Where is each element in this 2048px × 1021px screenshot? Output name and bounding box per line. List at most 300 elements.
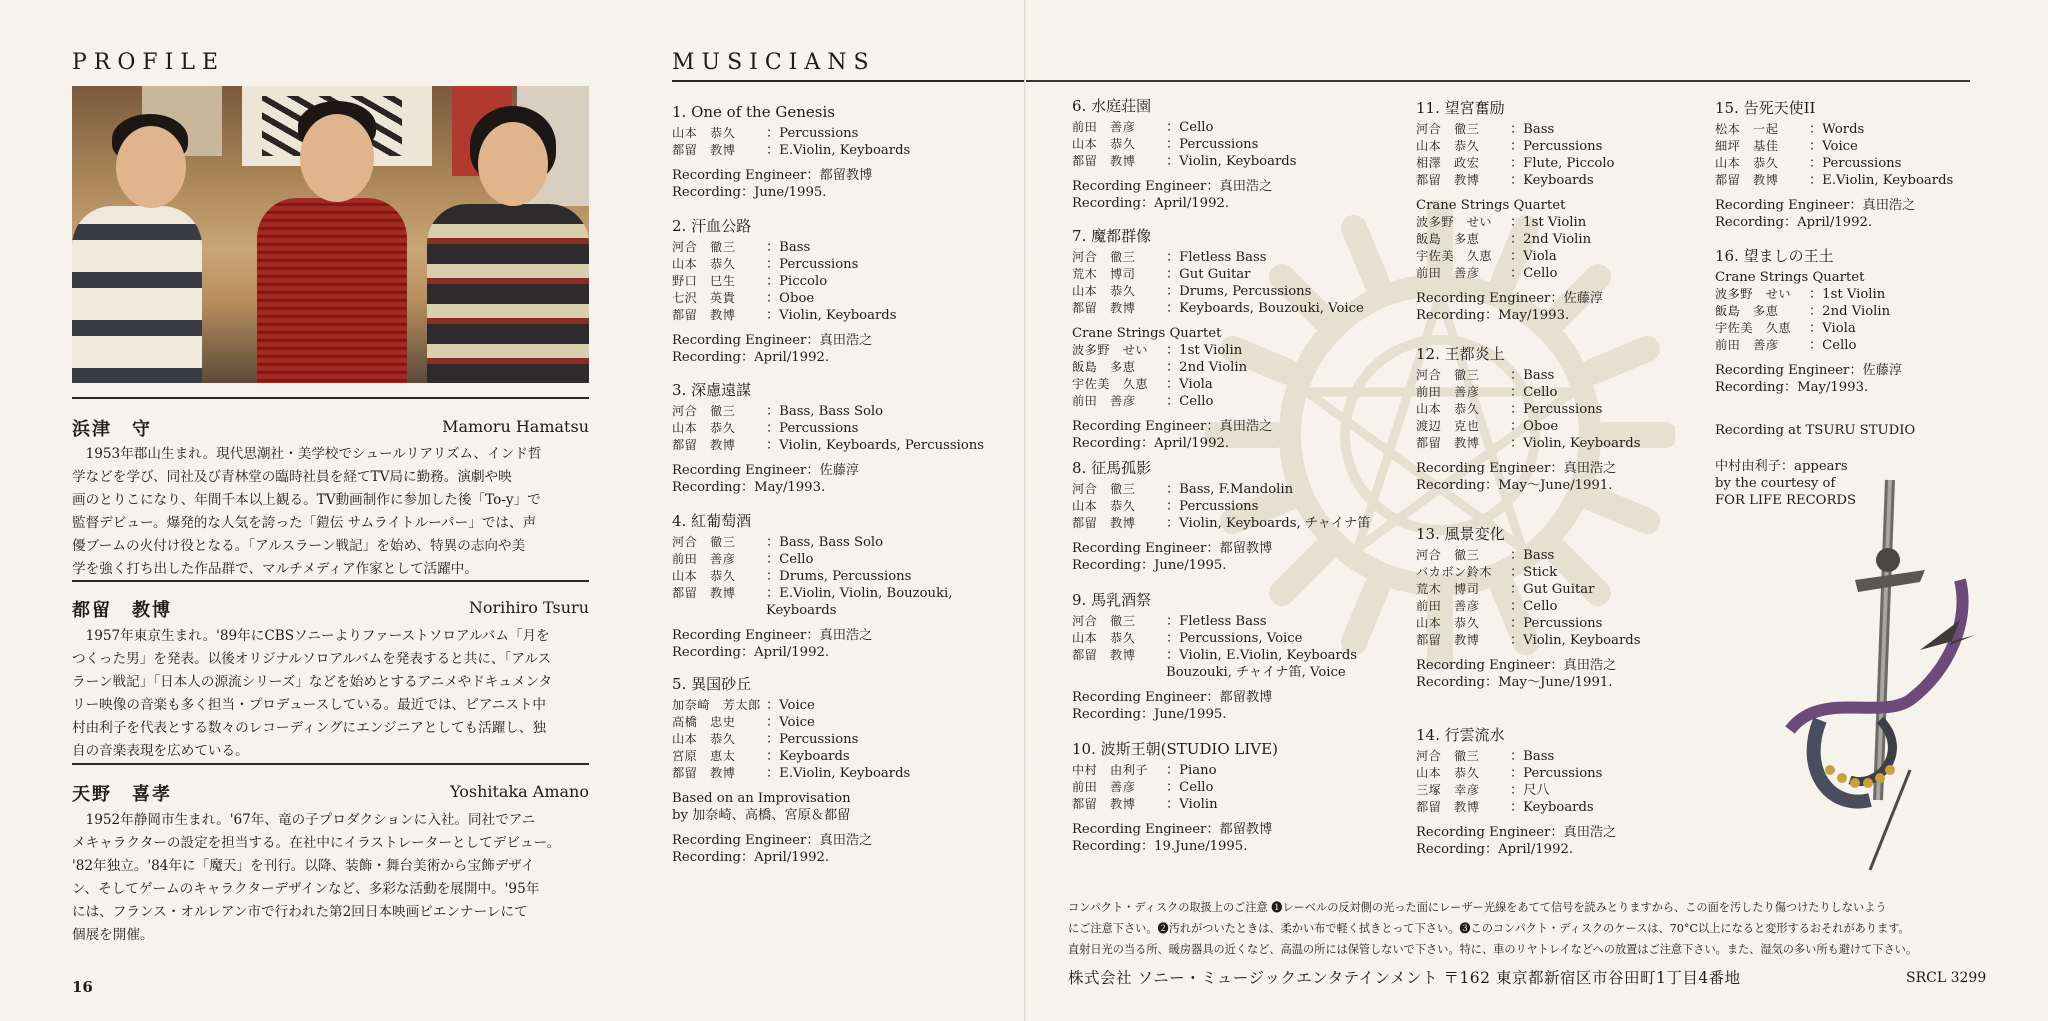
instrument: ：Percussions (1809, 156, 1902, 171)
member-row (1072, 359, 1364, 376)
member-row (672, 534, 952, 551)
member-row (1416, 782, 1616, 799)
musician-name: 山本 恭久 (1072, 499, 1136, 513)
member-row (672, 765, 910, 782)
member-row (1715, 172, 1953, 189)
member-row (1715, 320, 1902, 337)
spacer (1072, 170, 1296, 178)
member-row (1416, 248, 1615, 265)
member-row (1072, 613, 1357, 630)
member-row (1416, 615, 1640, 632)
instrument: ：Gut Guitar (1510, 582, 1595, 597)
musician-name: 七沢 英貴 (672, 291, 736, 305)
member-row (1416, 384, 1640, 401)
spacer (1715, 354, 1902, 362)
track-title: 10. 波斯王朝(STUDIO LIVE) (1072, 740, 1278, 758)
credit-note: Based on an Improvisation (672, 791, 851, 806)
instrument: ：Bass, F.Mandolin (1166, 482, 1294, 497)
member-row (672, 142, 910, 159)
member-row (1715, 121, 1953, 138)
member-row (1072, 283, 1364, 300)
instrument: ：Percussions (766, 732, 859, 747)
instrument: ：Violin (1166, 797, 1218, 812)
recording-note: Recording Engineer：真田浩之 (1072, 419, 1273, 434)
musician-name: 都留 教博 (1072, 797, 1136, 811)
musician-name: 波多野 せい (1072, 343, 1149, 357)
musician-name: 河合 徹三 (672, 535, 736, 549)
musician-name: 相澤 政宏 (1416, 156, 1480, 170)
musician-name: 都留 教博 (1416, 633, 1480, 647)
recording-note: Recording：April/1992. (1715, 215, 1873, 230)
recording-note: Recording Engineer：真田浩之 (672, 833, 873, 848)
member-row (1715, 286, 1902, 303)
musician-name: 高橋 忠史 (672, 715, 736, 729)
spacer (1072, 813, 1278, 821)
musician-name: 山本 恭久 (672, 421, 736, 435)
track-title: 7. 魔都群像 (1072, 227, 1152, 245)
member-row (1072, 376, 1364, 393)
credit-note: by 加奈崎、高橋、宮原＆都留 (672, 808, 851, 823)
track-credit (672, 382, 984, 496)
musicians-heading: MUSICIANS (672, 50, 876, 75)
spacer (1072, 681, 1357, 689)
page-number: 16 (72, 978, 93, 996)
musician-name: 河合 徹三 (1416, 749, 1480, 763)
musician-name: 山本 恭久 (1072, 631, 1136, 645)
member-row (672, 125, 910, 142)
spacer (1416, 452, 1640, 460)
studio-note: Recording at TSURU STUDIO (1715, 423, 1916, 438)
track-credit (1715, 248, 1902, 396)
recording-note: Recording Engineer：都留教博 (1072, 541, 1273, 556)
recording-note: Recording：May～June/1991. (1416, 675, 1613, 690)
instrument: ：Keyboards (766, 749, 850, 764)
member-row (1416, 632, 1640, 649)
courtesy-note: 中村由利子：appears by the courtesy of FOR LIFE RECORDS (1715, 459, 1857, 508)
musician-name: 河合 徹三 (1072, 250, 1136, 264)
instrument: ：Viola (1809, 321, 1856, 336)
recording-note: Recording：June/1995. (1072, 707, 1227, 722)
track-credit (672, 676, 910, 866)
instrument: ：Percussions (1510, 402, 1603, 417)
member-row (1072, 481, 1370, 498)
musician-name: 山本 恭久 (1715, 156, 1779, 170)
member-row (1416, 265, 1615, 282)
track-credit (1072, 460, 1370, 574)
instrument: ：Percussions (766, 421, 859, 436)
member-row (672, 568, 952, 585)
musician-name: 山本 恭久 (672, 732, 736, 746)
member-row (1715, 138, 1953, 155)
track-title: 3. 深慮遠謀 (672, 381, 752, 399)
musician-name: 荒木 博司 (1416, 582, 1480, 596)
profile-name-ja: 浜津 守 (72, 419, 152, 440)
recording-note: Recording Engineer：都留教博 (1072, 822, 1273, 837)
musician-name: 山本 恭久 (1416, 616, 1480, 630)
instrument: ：E.Violin, Violin, Bouzouki, (766, 586, 953, 601)
instrument: ：Bass, Bass Solo (766, 535, 884, 550)
track-credit (1072, 741, 1278, 855)
recording-note: Recording：April/1992. (1416, 842, 1574, 857)
musician-name: 山本 恭久 (1416, 139, 1480, 153)
member-row (1072, 119, 1296, 136)
track-credit (1072, 228, 1364, 452)
member-row (1416, 418, 1640, 435)
member-row (1072, 796, 1278, 813)
track-credit (1072, 98, 1296, 212)
instrument: ：E.Violin, Keyboards (1809, 173, 1954, 188)
profile-name-ja: 天野 喜孝 (72, 784, 172, 805)
musician-name: 前田 善彦 (1072, 120, 1136, 134)
member-row (672, 256, 896, 273)
member-row (1416, 598, 1640, 615)
member-row (1416, 547, 1640, 564)
member-row (672, 437, 984, 454)
musician-name: 都留 教博 (1072, 648, 1136, 662)
member-row (672, 420, 984, 437)
musician-name: 飯島 多恵 (1072, 360, 1136, 374)
musician-name: 前田 善彦 (1715, 338, 1779, 352)
track-credit (1715, 100, 1953, 231)
recording-note: Recording Engineer：真田浩之 (1416, 825, 1617, 840)
musician-name: 河合 徹三 (1416, 122, 1480, 136)
instrument: ：Bass (1510, 368, 1555, 383)
spacer (672, 454, 984, 462)
musician-name: 都留 教博 (1072, 301, 1136, 315)
recording-note: Recording Engineer：真田浩之 (1072, 179, 1273, 194)
track-credit (1416, 346, 1640, 494)
recording-note: Recording：May/1993. (1416, 308, 1570, 323)
instrument: ：尺八 (1510, 783, 1550, 798)
musician-name: 波多野 せい (1416, 215, 1493, 229)
instrument: ：Oboe (1510, 419, 1559, 434)
member-row (672, 748, 910, 765)
track-title: 11. 望宮奮励 (1416, 99, 1505, 117)
recording-note: Recording Engineer：真田浩之 (1416, 461, 1617, 476)
member-row (1715, 337, 1902, 354)
instrument: ：Words (1809, 122, 1865, 137)
track-title: 5. 異国砂丘 (672, 675, 752, 693)
track-credit (1416, 526, 1640, 691)
track-title: 4. 紅葡萄酒 (672, 512, 752, 530)
instrument: ：Drums, Percussions (1166, 284, 1312, 299)
musician-name: 前田 善彦 (672, 552, 736, 566)
musician-name: 飯島 多恵 (1715, 304, 1779, 318)
musician-name: 細坪 基佳 (1715, 139, 1779, 153)
track-title: 16. 望ましの王土 (1715, 247, 1834, 265)
instrument: ：Piano (1166, 763, 1217, 778)
instrument: ：Cello (766, 552, 814, 567)
member-row (672, 731, 910, 748)
musician-name: バカボン鈴木 (1416, 565, 1493, 579)
member-row (1072, 664, 1357, 681)
instrument: ：Percussions (1510, 766, 1603, 781)
spacer (1416, 649, 1640, 657)
musician-name: 山本 恭久 (672, 126, 736, 140)
musician-name: 前田 善彦 (1416, 266, 1480, 280)
profile-bio: 1952年静岡市生まれ。'67年、竜の子プロダクションに入社。同社でアニ メキャラクターの設定を担当する。在社中にイラストレーターとしてデビュー。 '82年独立。'84年に「魔天」を刊行。以降、装飾・舞台美術から宝飾デザイ ン、そしてゲームのキャラクターデザインなど、多彩な活動を展開中。'95年 には、フランス・オルレアン市で行われた第2回日本映画ビエンナーレにて 個展を開催。 (72, 812, 561, 943)
profile-bio: 1957年東京生まれ。'89年にCBSソニーよりファーストソロアルバム「月を つくった男」を発表。以後オリジナルソロアルバムを発表すると共に、「アルス ラーン戦記」「日本人の源流シリーズ」などを始めとするアニメやドキュメンタ リー映像の音楽も多く担当・プロデュースしている。最近では、ピアニスト中 村由利子を代表とする数々のレコーディングにエンジニアとしても活躍し、独 自の音楽表現を広めている。 (72, 628, 553, 759)
instrument: ：Bass (766, 240, 811, 255)
member-row (672, 290, 896, 307)
top-rule (1026, 80, 1970, 82)
musician-name (672, 602, 766, 619)
member-row (1416, 214, 1615, 231)
musician-name: 加奈崎 芳太郎 (672, 698, 761, 712)
instrument: ：Violin, Keyboards (766, 308, 897, 323)
track-credit (672, 104, 910, 201)
musician-name: 都留 教博 (672, 143, 736, 157)
track-title: 6. 水庭荘園 (1072, 97, 1152, 115)
musician-name: 河合 徹三 (1416, 368, 1480, 382)
member-row (1072, 266, 1364, 283)
recording-note: Recording：April/1992. (1072, 196, 1230, 211)
musician-name: 都留 教博 (1416, 800, 1480, 814)
member-row (1416, 172, 1615, 189)
member-row (672, 307, 896, 324)
instrument: ：Cello (1166, 120, 1214, 135)
musician-name: 都留 教博 (1416, 436, 1480, 450)
musician-name: 山本 恭久 (1416, 402, 1480, 416)
instrument: ：Oboe (766, 291, 815, 306)
profile-name-en: Norihiro Tsuru (468, 598, 589, 617)
instrument: ：Percussions (1510, 616, 1603, 631)
sword-serpent-illustration (1760, 470, 2000, 890)
instrument: ：Viola (1510, 249, 1557, 264)
instrument: ：Cello (1510, 266, 1558, 281)
member-row (1072, 762, 1278, 779)
member-row (672, 239, 896, 256)
instrument: ：2nd Violin (1166, 360, 1248, 375)
member-row (1416, 367, 1640, 384)
musician-name: 宮原 恵太 (672, 749, 736, 763)
musician-name: 河合 徹三 (1072, 614, 1136, 628)
member-row (672, 697, 910, 714)
member-row (1072, 300, 1364, 317)
spacer (672, 159, 910, 167)
musician-name: 都留 教博 (672, 438, 736, 452)
profile-name-en: Mamoru Hamatsu (442, 417, 589, 436)
company-address: 株式会社 ソニー・ミュージックエンタテインメント 〒162 東京都新宿区市谷田町1丁目4番地 (1068, 969, 1741, 987)
member-row (1416, 138, 1615, 155)
profile-name-en: Yoshitaka Amano (450, 782, 589, 801)
musician-name: 三塚 幸彦 (1416, 783, 1480, 797)
track-credit (672, 218, 896, 366)
track-credit (1416, 727, 1616, 858)
musician-name: 中村 由利子 (1072, 763, 1149, 777)
track-title: 14. 行雲流水 (1416, 726, 1505, 744)
instrument: ：Piccolo (766, 274, 828, 289)
instrument: ：E.Violin, Keyboards (766, 766, 911, 781)
instrument: ：Voice (766, 715, 815, 730)
recording-note: Recording：June/1995. (672, 185, 827, 200)
instrument: ：Cello (1510, 385, 1558, 400)
recording-note: Recording Engineer：佐藤淳 (672, 463, 860, 478)
instrument: ：Cello (1166, 780, 1214, 795)
member-row (1072, 342, 1364, 359)
musician-name: 前田 善彦 (1416, 599, 1480, 613)
member-row (672, 273, 896, 290)
instrument: ：Keyboards (1510, 800, 1594, 815)
instrument: ：Percussions (1510, 139, 1603, 154)
instrument: ：Flute, Piccolo (1510, 156, 1615, 171)
member-row (1416, 401, 1640, 418)
member-row (1072, 779, 1278, 796)
member-row (1715, 303, 1902, 320)
instrument: Bouzouki, チャイナ笛, Voice (1166, 665, 1346, 680)
musician-name: 山本 恭久 (1072, 137, 1136, 151)
musician-name (1072, 664, 1166, 681)
musician-name: 都留 教博 (672, 308, 736, 322)
spacer (1416, 282, 1615, 290)
recording-note: Recording Engineer：真田浩之 (672, 333, 873, 348)
spacer (672, 782, 910, 790)
track-credit (1072, 592, 1357, 723)
recording-note: Recording Engineer：真田浩之 (672, 628, 873, 643)
track-title: 2. 汗血公路 (672, 217, 752, 235)
member-row (1072, 630, 1357, 647)
profile-name-ja: 都留 教博 (72, 600, 172, 621)
recording-note: Recording Engineer：佐藤淳 (1715, 363, 1903, 378)
artists-photo (72, 86, 589, 383)
instrument: Keyboards (766, 603, 837, 618)
track-title: 9. 馬乳酒祭 (1072, 591, 1152, 609)
recording-note: Recording：April/1992. (672, 645, 830, 660)
recording-note: Recording：May/1993. (1715, 380, 1869, 395)
musician-name: 山本 恭久 (672, 257, 736, 271)
instrument: ：Voice (1809, 139, 1858, 154)
recording-note: Recording：June/1995. (1072, 558, 1227, 573)
instrument: ：Keyboards (1510, 173, 1594, 188)
recording-note: Recording Engineer：都留教博 (1072, 690, 1273, 705)
credit-note: Crane Strings Quartet (1715, 270, 1865, 285)
instrument: ：Cello (1166, 394, 1214, 409)
recording-note: Recording Engineer：真田浩之 (1715, 198, 1916, 213)
member-row (672, 602, 952, 619)
instrument: ：Cello (1510, 599, 1558, 614)
instrument: ：Viola (1166, 377, 1213, 392)
instrument: ：Percussions (766, 257, 859, 272)
musician-name: 松本 一起 (1715, 122, 1779, 136)
instrument: ：Percussions (766, 126, 859, 141)
recording-note: Recording：19.June/1995. (1072, 839, 1248, 854)
musician-name: 都留 教博 (1072, 516, 1136, 530)
instrument: ：Violin, Keyboards (1166, 154, 1297, 169)
profile-heading: PROFILE (72, 50, 226, 75)
recording-note: Recording Engineer：真田浩之 (1416, 658, 1617, 673)
instrument: ：Violin, Keyboards, Percussions (766, 438, 985, 453)
musician-name: 山本 恭久 (1072, 284, 1136, 298)
member-row (1416, 564, 1640, 581)
member-row (1072, 647, 1357, 664)
profile-bio: 1953年郡山生まれ。現代思潮社・美学校でシュールリアリズム、インド哲 学などを学び、同社及び青林堂の臨時社員を経てTV局に勤務。演劇や映 画のとりこになり、年間千本以上観る。TV動画制作に参加した後「To-y」で 監督デビュー。爆発的な人気を誇った「鎧伝 サムライトルーパー」では、声 優ブームの火付け役となる。「アルスラーン戦記」を始め、特異の志向や美 学を強く打ち出した作品群で、マルチメディア作家として活躍中。 (72, 446, 542, 577)
member-row (672, 714, 910, 731)
instrument: ：Violin, Keyboards (1510, 436, 1641, 451)
member-row (1072, 249, 1364, 266)
musician-name: 都留 教博 (1416, 173, 1480, 187)
instrument: ：E.Violin, Keyboards (766, 143, 911, 158)
member-row (1416, 581, 1640, 598)
instrument: ：Violin, Keyboards (1510, 633, 1641, 648)
musician-name: 河合 徹三 (1416, 548, 1480, 562)
catalog-number: SRCL 3299 (1906, 970, 1987, 986)
musician-name: 宇佐美 久恵 (1715, 321, 1792, 335)
member-row (1416, 435, 1640, 452)
musician-name: 山本 恭久 (672, 569, 736, 583)
musician-name: 宇佐美 久恵 (1416, 249, 1493, 263)
member-row (672, 585, 952, 602)
musician-name: 前田 善彦 (1416, 385, 1480, 399)
instrument: ：Bass (1510, 749, 1555, 764)
spacer (672, 824, 910, 832)
recording-note: Recording：May/1993. (672, 480, 826, 495)
track-credit (672, 513, 952, 661)
recording-note: Recording：April/1992. (1072, 436, 1230, 451)
musician-name: 河合 徹三 (1072, 482, 1136, 496)
track-credit (1416, 100, 1615, 324)
instrument: ：Violin, Keyboards, チャイナ笛 (1166, 516, 1371, 531)
recording-note: Recording：April/1992. (672, 350, 830, 365)
track-title: 12. 王都炎上 (1416, 345, 1505, 363)
track-title: 15. 告死天使II (1715, 99, 1816, 117)
spacer (1416, 816, 1616, 824)
track-title: 8. 征馬孤影 (1072, 459, 1152, 477)
musician-name: 山本 恭久 (1416, 766, 1480, 780)
member-row (672, 403, 984, 420)
instrument: ：1st Violin (1510, 215, 1587, 230)
recording-note: Recording：April/1992. (672, 850, 830, 865)
instrument: ：2nd Violin (1510, 232, 1592, 247)
instrument: ：Percussions, Voice (1166, 631, 1303, 646)
instrument: ：Bass, Bass Solo (766, 404, 884, 419)
track-title: 1. One of the Genesis (672, 103, 835, 121)
spacer (1416, 189, 1615, 197)
credit-note: Crane Strings Quartet (1416, 198, 1566, 213)
spacer (672, 619, 952, 627)
instrument: ：Keyboards, Bouzouki, Voice (1166, 301, 1364, 316)
instrument: ：1st Violin (1809, 287, 1886, 302)
instrument: ：Fletless Bass (1166, 250, 1267, 265)
musician-name: 荒木 博司 (1072, 267, 1136, 281)
instrument: ：Violin, E.Violin, Keyboards (1166, 648, 1358, 663)
member-row (1072, 393, 1364, 410)
recording-note: Recording Engineer：都留教博 (672, 168, 873, 183)
musician-name: 前田 善彦 (1072, 780, 1136, 794)
member-row (672, 551, 952, 568)
instrument: ：Stick (1510, 565, 1558, 580)
instrument: ：Percussions (1166, 137, 1259, 152)
instrument: ：Voice (766, 698, 815, 713)
spacer (672, 324, 896, 332)
instrument: ：Fletless Bass (1166, 614, 1267, 629)
musician-name: 前田 善彦 (1072, 394, 1136, 408)
musician-name: 都留 教博 (1072, 154, 1136, 168)
musician-name: 河合 徹三 (672, 240, 736, 254)
recording-note: Recording Engineer：佐藤淳 (1416, 291, 1604, 306)
instrument: ：Percussions (1166, 499, 1259, 514)
instrument: ：Drums, Percussions (766, 569, 912, 584)
member-row (1416, 231, 1615, 248)
member-row (1072, 153, 1296, 170)
instrument: ：1st Violin (1166, 343, 1243, 358)
instrument: ：2nd Violin (1809, 304, 1891, 319)
spacer (1072, 410, 1364, 418)
spacer (1072, 317, 1364, 325)
musician-name: 都留 教博 (1715, 173, 1779, 187)
musician-name: 渡辺 克也 (1416, 419, 1480, 433)
instrument: ：Bass (1510, 122, 1555, 137)
track-title: 13. 風景変化 (1416, 525, 1505, 543)
